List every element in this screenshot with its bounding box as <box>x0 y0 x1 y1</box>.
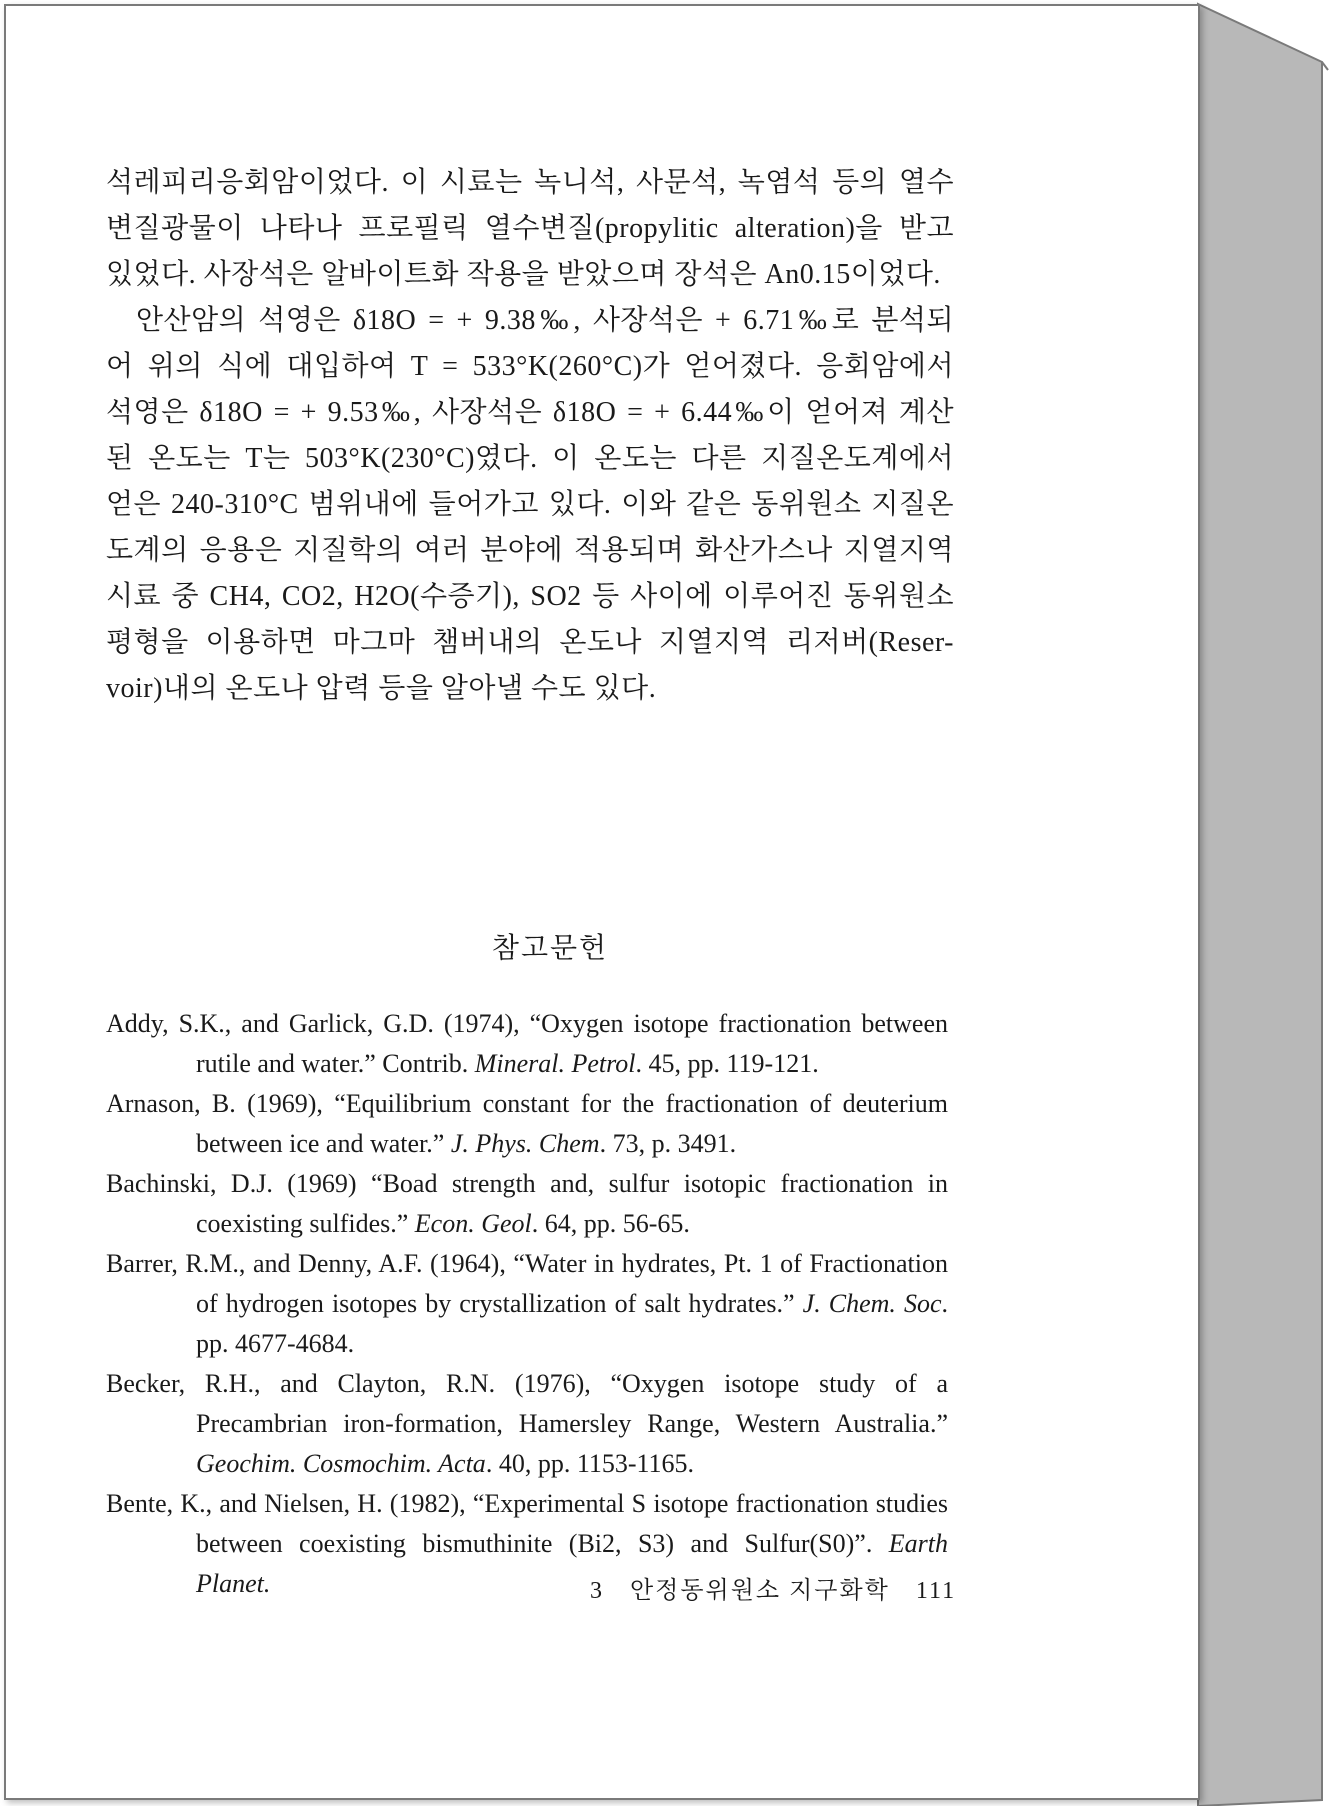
chapter-number: 3 <box>590 1578 604 1604</box>
body-line: 도계의 응용은 지질학의 여러 분야에 적용되며 화산가스나 지열지역 <box>106 535 954 566</box>
page-number: 111 <box>915 1578 957 1604</box>
reference-item: Bente, K., and Nielsen, H. (1982), “Experimental S isotope fractionation studies between coexisting bismuthinite (Bi2, S3) and Sulfur(S0)”. Earth Planet. <box>106 1489 948 1598</box>
reference-list <box>106 1004 948 1604</box>
body-line: 어 위의 식에 대입하여 T = 533°K(260°C)가 얻어졌다. 응회암에서 <box>106 351 954 382</box>
body-line: 시료 중 CH4, CO2, H2O(수증기), SO2 등 사이에 이루어진 동위원소 <box>106 581 954 612</box>
reference-item: Barrer, R.M., and Denny, A.F. (1964), “Water in hydrates, Pt. 1 of Fractionation of hydrogen isotopes by crystallization of salt hydrates.” J. Chem. Soc. pp. 4677-4684. <box>106 1249 948 1358</box>
reference-item: Addy, S.K., and Garlick, G.D. (1974), “Oxygen isotope fractionation between rutile and water.” Contrib. Mineral. Petrol. 45, pp. 119-121. <box>106 1009 948 1078</box>
body-line: 변질광물이 나타나 프로필릭 열수변질(propylitic alteration)을 받고 <box>106 213 954 244</box>
reference-item: Becker, R.H., and Clayton, R.N. (1976), “Oxygen isotope study of a Precambrian iron-formation, Hamersley Range, Western Australia.” Geochim. Cosmochim. Acta. 40, pp. 1153-1165. <box>106 1369 948 1478</box>
body-line: 안산암의 석영은 δ18O = + 9.38‰, 사장석은 + 6.71‰로 분석되 <box>136 305 954 336</box>
page-footer <box>590 1570 974 1605</box>
body-line: 평형을 이용하면 마그마 챔버내의 온도나 지열지역 리저버(Reser- <box>106 627 954 658</box>
body-line: 석영은 δ18O = + 9.53‰, 사장석은 δ18O = + 6.44‰이 얻어져 계산 <box>106 397 954 428</box>
body-paragraph <box>106 160 954 712</box>
body-line: 된 온도는 T는 503°K(230°C)였다. 이 온도는 다른 지질온도계에서 <box>106 443 954 474</box>
reference-item: Bachinski, D.J. (1969) “Boad strength and, sulfur isotopic fractionation in coexisting sulfides.” Econ. Geol. 64, pp. 56-65. <box>106 1169 948 1238</box>
body-line: 석레피리응회암이었다. 이 시료는 녹니석, 사문석, 녹염석 등의 열수 <box>106 167 954 198</box>
references-heading: 참고문헌 <box>491 933 609 964</box>
body-line: voir)내의 온도나 압력 등을 알아낼 수도 있다. <box>106 673 657 704</box>
body-line: 얻은 240-310°C 범위내에 들어가고 있다. 이와 같은 동위원소 지질온 <box>106 489 954 520</box>
body-line: 있었다. 사장석은 알바이트화 작용을 받았으며 장석은 An0.15이었다. <box>106 259 941 290</box>
reference-item: Arnason, B. (1969), “Equilibrium constant for the fractionation of deuterium between ice and water.” J. Phys. Chem. 73, p. 3491. <box>106 1089 948 1158</box>
running-title: 안정동위원소 지구화학 <box>630 1578 890 1604</box>
